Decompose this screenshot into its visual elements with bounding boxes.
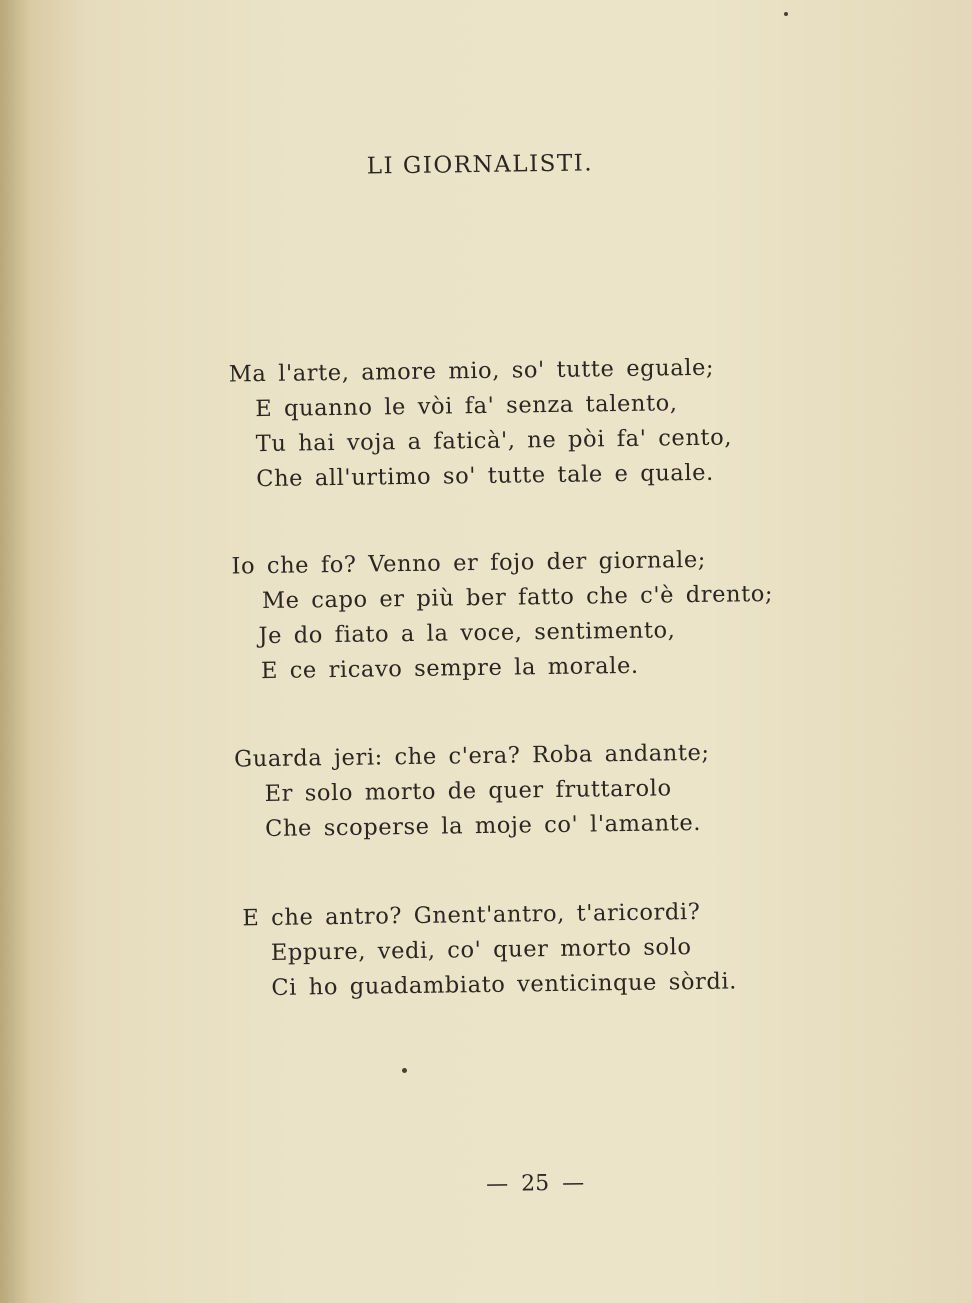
ink-spot — [402, 1068, 407, 1073]
verse-line: E ce ricavo sempre la morale. — [260, 652, 639, 685]
page-number: — 25 — — [485, 1170, 585, 1197]
ink-spot — [784, 12, 788, 16]
verse-line: Io che fo? Venno er fojo der giornale; — [231, 546, 707, 580]
verse-line: Eppure, vedi, co' quer morto solo — [270, 934, 692, 966]
poem-title: LI GIORNALISTI. — [366, 150, 594, 180]
verse-line: Guarda jeri: che c'era? Roba andante; — [234, 739, 710, 773]
verse-line: E che antro? Gnent'antro, t'aricordi? — [242, 898, 701, 932]
verse-line: Ci ho guadambiato venticinque sòrdi. — [271, 968, 738, 1001]
verse-line: Me capo er più ber fatto che c'è drento; — [261, 580, 774, 615]
verse-line: Tu hai voja a faticà', ne pòi fa' cento, — [255, 424, 733, 458]
verse-line: Che all'urtimo so' tutte tale e quale. — [256, 459, 714, 493]
verse-line: Er solo morto de quer fruttarolo — [264, 775, 672, 808]
verse-line: Ma l'arte, amore mio, so' tutte eguale; — [228, 354, 715, 388]
verse-line: E quanno le vòi fa' senza talento, — [255, 390, 678, 423]
verse-line: Je do fiato a la voce, sentimento, — [258, 617, 676, 650]
verse-line: Che scoperse la moje co' l'amante. — [264, 809, 702, 843]
